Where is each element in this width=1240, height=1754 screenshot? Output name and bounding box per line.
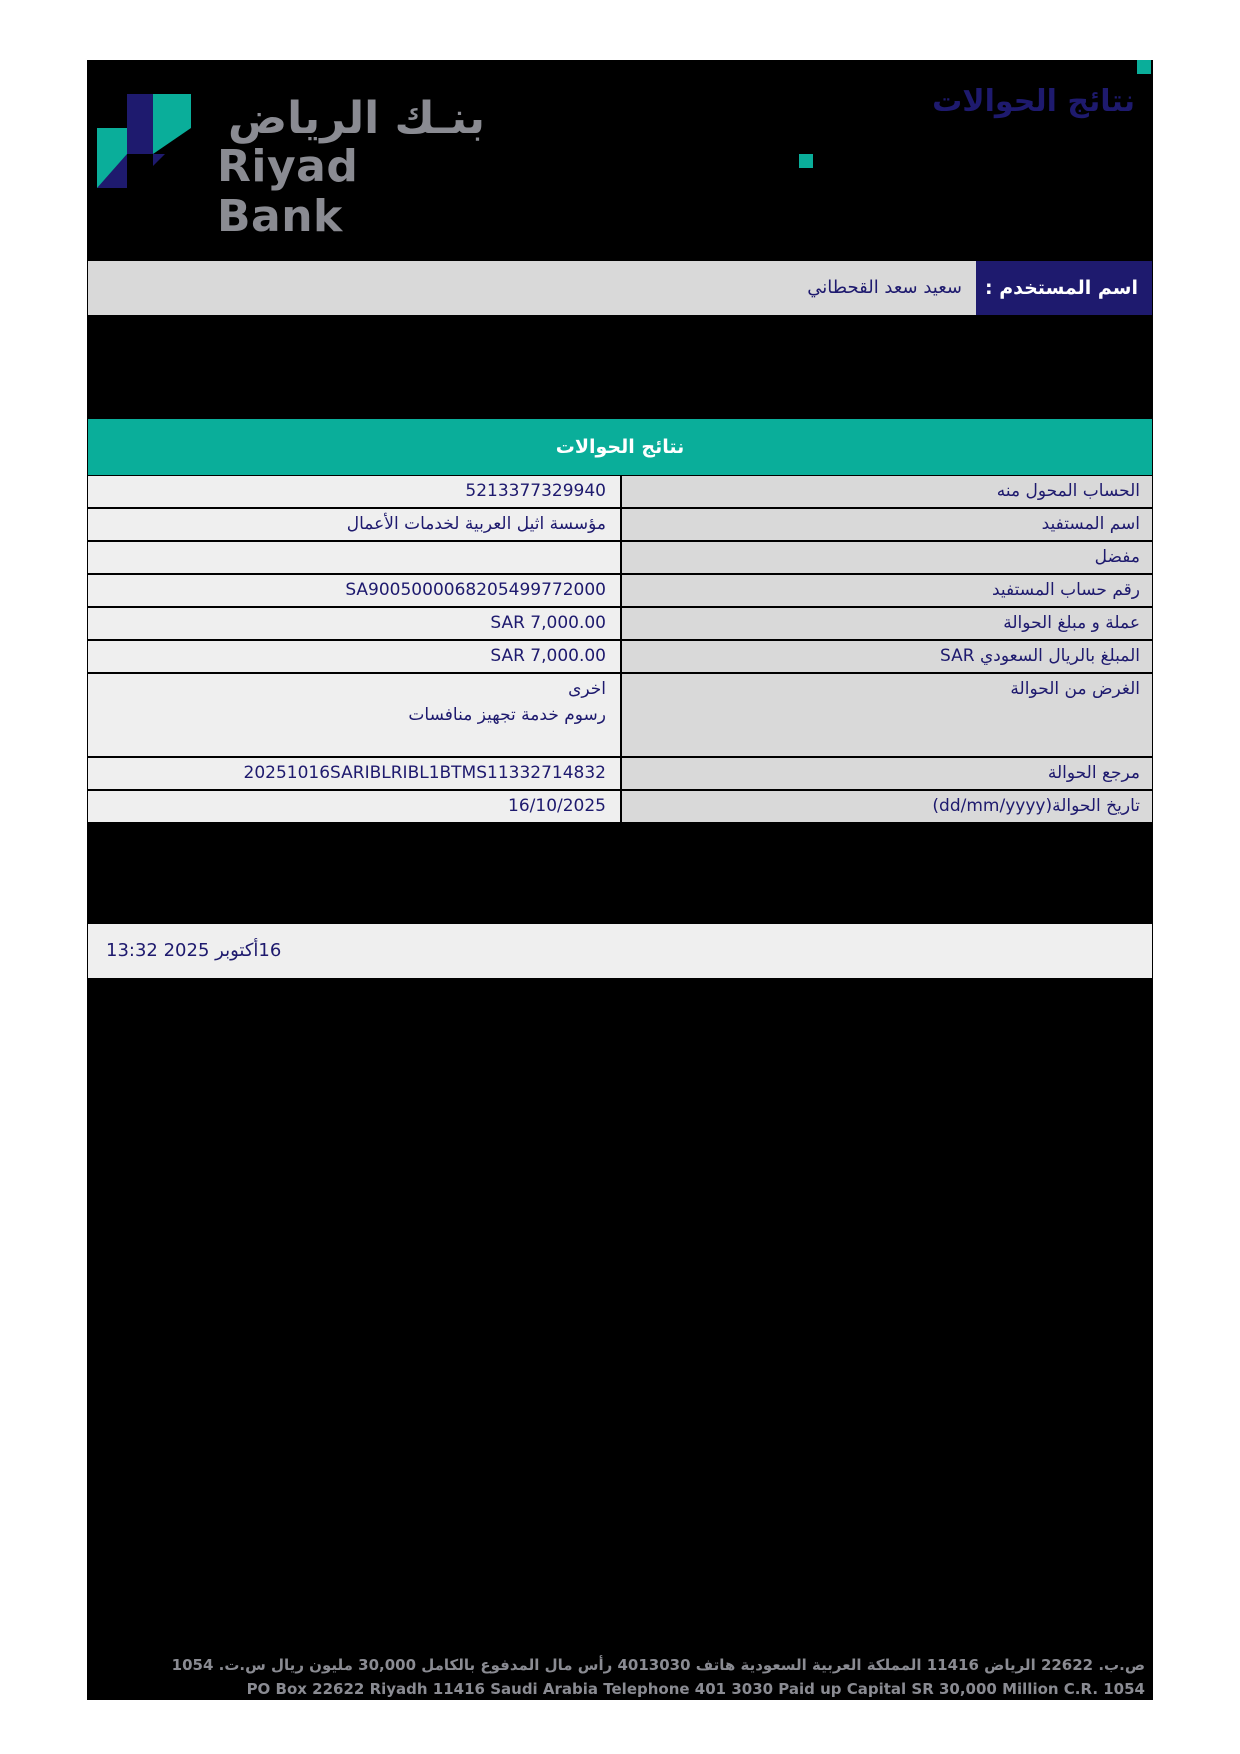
table-row-beneficiary-name (88, 509, 1152, 540)
user-info-bar (88, 261, 1152, 315)
purpose-value (88, 674, 620, 756)
table-row-purpose (88, 674, 1152, 756)
reference-label: مرجع الحوالة (622, 758, 1152, 789)
table-row-favorite (88, 542, 1152, 573)
table-row-beneficiary-account (88, 575, 1152, 606)
riyad-bank-logo (97, 93, 497, 242)
beneficiary-account-value: SA9005000068205499772000 (88, 575, 620, 606)
transfer-date-label: تاريخ الحوالة(dd/mm/yyyy) (622, 791, 1152, 822)
user-name-value: سعيد سعد القحطاني (807, 277, 962, 298)
timestamp-bar (88, 924, 1152, 978)
document-page (87, 60, 1153, 1700)
source-account-label: الحساب المحول منه (622, 476, 1152, 507)
user-label: اسم المستخدم : (976, 261, 1152, 315)
logo-arabic-text: بنـك الرياض (227, 93, 485, 144)
footer-english: PO Box 22622 Riyadh 11416 Saudi Arabia Telephone 401 3030 Paid up Capital SR 30,000 Million C.R. 1054 (246, 1680, 1145, 1698)
table-row-currency-amount (88, 608, 1152, 639)
table-row-reference (88, 758, 1152, 789)
beneficiary-name-label: اسم المستفيد (622, 509, 1152, 540)
purpose-category: اخرى (568, 679, 606, 699)
purpose-label: الغرض من الحوالة (622, 674, 1152, 756)
table-row-transfer-date (88, 791, 1152, 822)
top-right-accent-square (1137, 60, 1151, 74)
riyad-bank-logo-mark-icon (97, 94, 191, 188)
favorite-label: مفضل (622, 542, 1152, 573)
amount-sar-label: المبلغ بالريال السعودي SAR (622, 641, 1152, 672)
timestamp-text: 16أكتوبر 2025 13:32 (106, 940, 282, 961)
currency-amount-value: SAR 7,000.00 (88, 608, 620, 639)
footer-arabic: ص.ب. 22622 الرياض 11416 المملكة العربية السعودية هاتف 4013030 رأس مال المدفوع بالكامل 30,000 مليون ريال س.ت. 1054 (171, 1656, 1145, 1674)
reference-value: 20251016SARIBLRIBL1BTMS11332714832 (88, 758, 620, 789)
results-table (88, 476, 1152, 824)
logo-english-text: Riyad Bank (217, 141, 359, 242)
favorite-value (88, 542, 620, 573)
beneficiary-name-value: مؤسسة اثيل العربية لخدمات الأعمال (88, 509, 620, 540)
purpose-description: رسوم خدمة تجهيز منافسات (408, 705, 606, 725)
beneficiary-account-label: رقم حساب المستفيد (622, 575, 1152, 606)
currency-amount-label: عملة و مبلغ الحوالة (622, 608, 1152, 639)
page-title: نتائج الحوالات (932, 84, 1135, 119)
amount-sar-value: SAR 7,000.00 (88, 641, 620, 672)
results-section-header: نتائج الحوالات (88, 419, 1152, 475)
transfer-date-value: 16/10/2025 (88, 791, 620, 822)
title-accent-square (799, 154, 813, 168)
table-row-source-account (88, 476, 1152, 507)
table-row-amount-sar (88, 641, 1152, 672)
source-account-value: 5213377329940 (88, 476, 620, 507)
